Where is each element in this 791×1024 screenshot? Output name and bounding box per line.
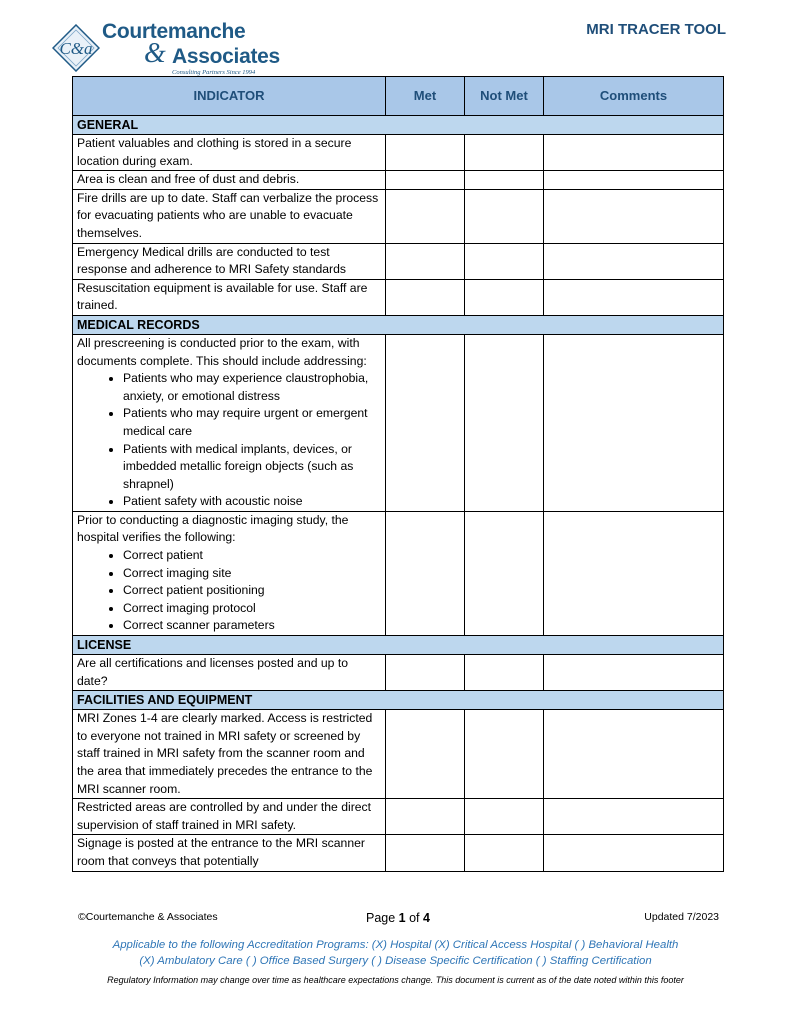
document-title: MRI TRACER TOOL [586,21,726,38]
met-cell[interactable] [386,334,465,511]
company-logo [52,18,282,74]
section-title: MEDICAL RECORDS [73,315,724,334]
page-prefix: Page [366,911,399,925]
not-met-cell[interactable] [465,511,544,635]
indicator-cell: Resuscitation equipment is available for use. Staff are trained. [73,279,386,315]
comments-cell[interactable] [544,243,724,279]
section-title: FACILITIES AND EQUIPMENT [73,691,724,710]
comments-cell[interactable] [544,710,724,799]
list-item: • Patients with medical implants, devices, or imbedded metallic foreign objects (such as shrapnel) [123,441,381,494]
table-row [73,334,724,511]
company-ampersand: & [144,38,166,69]
footer-copyright: ©Courtemanche & Associates [78,911,218,923]
indicator-cell: Restricted areas are controlled by and under the direct supervision of staff trained in MRI safety. [73,799,386,835]
comments-cell[interactable] [544,189,724,243]
not-met-cell[interactable] [465,799,544,835]
not-met-cell[interactable] [465,710,544,799]
comments-cell[interactable] [544,171,724,190]
comments-cell[interactable] [544,655,724,691]
indicator-cell: Signage is posted at the entrance to the MRI scanner room that conveys that potentially [73,835,386,871]
monogram-icon [52,24,100,72]
section-title: GENERAL [73,116,724,135]
header-not-met: Not Met [465,77,544,116]
indicator-cell: Area is clean and free of dust and debris. [73,171,386,190]
list-item: • Correct imaging protocol [123,600,381,618]
indicator-cell: Are all certifications and licenses posted and up to date? [73,655,386,691]
bullet-list [77,547,381,635]
met-cell[interactable] [386,135,465,171]
programs-line-1: Applicable to the following Accreditation Programs: (X) Hospital (X) Critical Access Hospital ( ) Behavioral Health [112,939,679,951]
not-met-cell[interactable] [465,835,544,871]
header-comments: Comments [544,77,724,116]
programs-line-2: (X) Ambulatory Care ( ) Office Based Surgery ( ) Disease Specific Certification ( ) Staffing Certification [139,955,652,967]
comments-cell[interactable] [544,334,724,511]
table-row [73,835,724,871]
header-indicator: INDICATOR [73,77,386,116]
table-row [73,655,724,691]
met-cell[interactable] [386,243,465,279]
footer-regulatory-note: Regulatory Information may change over time as healthcare expectations change. This document is current as of the date noted within this footer [107,975,684,985]
table-row [73,710,724,799]
met-cell[interactable] [386,279,465,315]
page-total: 4 [423,911,430,925]
not-met-cell[interactable] [465,243,544,279]
indicator-text: Prior to conducting a diagnostic imaging study, the hospital verifies the following: [77,512,349,545]
met-cell[interactable] [386,710,465,799]
met-cell[interactable] [386,189,465,243]
list-item: • Correct patient [123,547,381,565]
monogram-text: C&a [59,39,93,58]
list-item: • Correct imaging site [123,565,381,583]
comments-cell[interactable] [544,135,724,171]
table-row [73,799,724,835]
page-current: 1 [398,911,406,925]
comments-cell[interactable] [544,511,724,635]
indicator-cell: Fire drills are up to date. Staff can verbalize the process for evacuating patients who are unable to evacuate themselves. [73,189,386,243]
indicator-cell: Emergency Medical drills are conducted to test response and adherence to MRI Safety standards [73,243,386,279]
not-met-cell[interactable] [465,135,544,171]
table-row [73,135,724,171]
footer-page-number [366,911,430,925]
company-name-line2: Associates [172,45,280,68]
comments-cell[interactable] [544,279,724,315]
section-row-general [73,116,724,135]
table-row [73,279,724,315]
table-row [73,171,724,190]
indicator-cell: MRI Zones 1-4 are clearly marked. Access is restricted to everyone not trained in MRI safety or screened by staff trained in MRI safety from the scanner room and the area that immediately precedes the entrance to the MRI scanner room. [73,710,386,799]
section-row-license [73,636,724,655]
header-met: Met [386,77,465,116]
bullet-list [77,370,381,511]
not-met-cell[interactable] [465,189,544,243]
list-item: • Patients who may require urgent or emergent medical care [123,405,381,440]
comments-cell[interactable] [544,835,724,871]
page-of: of [405,911,423,925]
footer-accreditation-programs [0,937,791,969]
not-met-cell[interactable] [465,171,544,190]
met-cell[interactable] [386,835,465,871]
indicator-text: All prescreening is conducted prior to the exam, with documents complete. This should include addressing: [77,335,367,368]
company-name-line1: Courtemanche [102,20,246,43]
comments-cell[interactable] [544,799,724,835]
table-row [73,243,724,279]
list-item: • Correct patient positioning [123,582,381,600]
list-item: • Patient safety with acoustic noise [123,493,381,511]
met-cell[interactable] [386,511,465,635]
table-header-row [73,77,724,116]
list-item: • Correct scanner parameters [123,617,381,635]
tracer-table [72,76,724,872]
table-row [73,511,724,635]
section-title: LICENSE [73,636,724,655]
not-met-cell[interactable] [465,279,544,315]
company-tagline: Consulting Partners Since 1994 [172,69,256,76]
indicator-cell [73,511,386,635]
not-met-cell[interactable] [465,334,544,511]
met-cell[interactable] [386,799,465,835]
table-row [73,189,724,243]
indicator-cell: Patient valuables and clothing is stored in a secure location during exam. [73,135,386,171]
met-cell[interactable] [386,171,465,190]
indicator-cell [73,334,386,511]
footer-updated: Updated 7/2023 [644,911,719,923]
section-row-facilities [73,691,724,710]
section-row-medical-records [73,315,724,334]
met-cell[interactable] [386,655,465,691]
not-met-cell[interactable] [465,655,544,691]
list-item: • Patients who may experience claustrophobia, anxiety, or emotional distress [123,370,381,405]
